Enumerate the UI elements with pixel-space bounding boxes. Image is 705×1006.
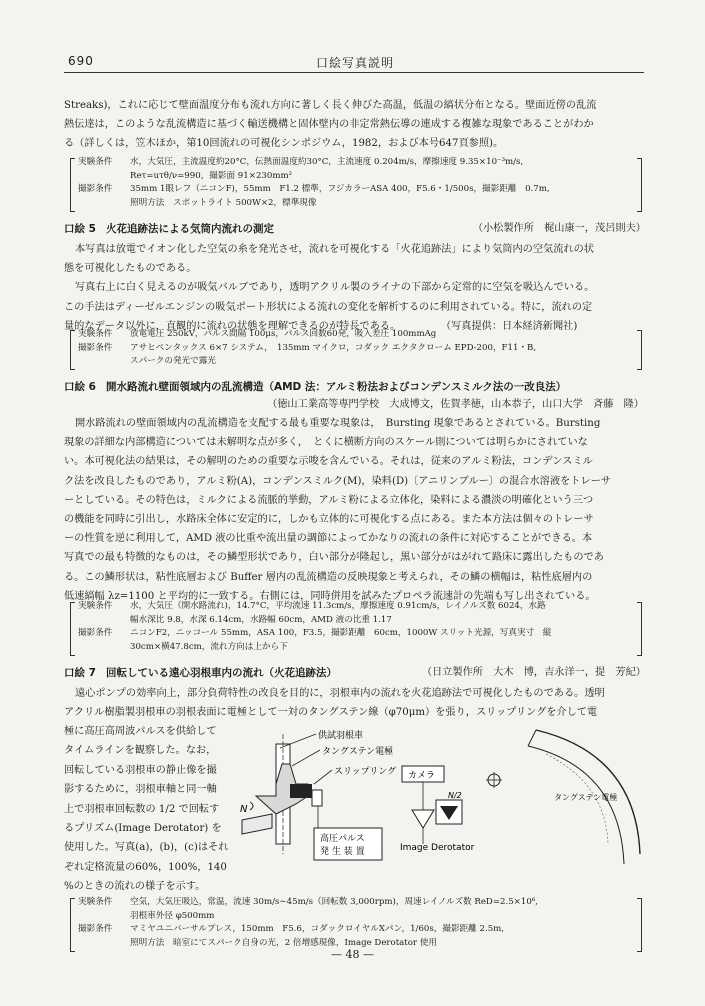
- text-line: 遠心ポンプの効率向上，部分負荷特性の改良を目的に，羽根車内の流れを火花追跡法で可視化したものである。透明: [75, 688, 605, 699]
- condition-text: ニコンF2，ニッコール 55mm，ASA 100，F3.5，撮影距離 60cm，1000W スリット光源，写真実寸 縦: [130, 628, 552, 639]
- condition-text: 放電電圧 250kV，パルス間隔 100μs，パルス回数60発，吸入差圧 100mmAg: [130, 329, 437, 339]
- label-pulse-2: 発 生 装 置: [320, 847, 365, 857]
- section-6-body: [64, 414, 646, 606]
- condition-text: 水，大気圧，主流温度約20°C，伝熱面温度約30°C，主流速度 0.204m/s，摩擦速度 9.35×10⁻³m/s,: [130, 157, 524, 167]
- section-6-heading: [64, 378, 646, 396]
- text-line: 回転している羽根車の静止像を撮: [64, 764, 217, 776]
- text-line: 極に高圧高周波パルスを供給して: [64, 726, 217, 737]
- section-5-body: [64, 240, 646, 336]
- condition-text: 水，大気圧（開水路流れ)，14.7°C，平均流速 11.3cm/s，摩擦速度 0.91cm/s，レイノルズ数 6024，水路: [130, 601, 546, 611]
- slip-ring-shape: [290, 784, 312, 798]
- section-7-conditions: [70, 896, 642, 954]
- section-7-heading: [64, 664, 646, 682]
- text-line: Streaks)，これに応じて壁面温度分布も流れ方向に著しく長く伸びた高温，低温の縞状分布となる。壁面近傍の乱流: [64, 100, 597, 111]
- blade-edge: [528, 730, 536, 746]
- label-camera: カメラ: [408, 771, 436, 781]
- label-electrode: タングステン電極: [322, 747, 394, 757]
- page-footer: — 48 —: [331, 948, 374, 961]
- page-number: 690: [68, 54, 94, 68]
- text-line: ーとしている。その特色は，ミルクによる流脈的挙動，アルミ粉による立体化，染料による濃淡の明確化という三つ: [64, 494, 594, 506]
- section-number: 口絵 7: [64, 667, 96, 679]
- text-line: %のときの流れの様子を示す。: [64, 881, 206, 893]
- section-5-heading: [64, 220, 646, 238]
- text-line: 本写真は放電でイオン化した空気の糸を発光させ，流れを可視化する「火花追跡法」により気筒内の空気流れの状: [75, 244, 594, 255]
- section-title: 開水路流れ壁面領域内の乱流構造（AMD 法：アルミ粉法およびコンデンスミルク法の一改良法）: [105, 381, 567, 393]
- text-line: 量的なデータ以外に，直観的に流れの状態を理解できるのが特長である。 （写真提供：日本経済新聞社): [64, 320, 578, 332]
- condition-label: 撮影条件: [78, 628, 113, 639]
- text-line: の機能を同時に引出し，水路床全体に安定的に，しかも立体的に可視化する点にある。また本方法は個々のトレーサ: [64, 514, 594, 526]
- label-slip-ring: スリップリング: [334, 767, 397, 777]
- condition-text: 30cm×横47.8cm，流れ方向は上から下: [130, 641, 288, 652]
- text-line: 現象の詳細な内部構造については未解明な点が多く， とくに横断方向のスケール則については明らかにされていな: [64, 437, 588, 449]
- section-authors: （日立製作所 大木 博，吉永洋一，提 芳紀）: [421, 667, 646, 678]
- condition-label: 実験条件: [78, 601, 113, 611]
- condition-text: 照明方法 暗室にてスパーク自身の光，2 倍増感現像，Image Derotator 使用: [130, 937, 437, 948]
- running-title: 口絵写真説明: [316, 56, 395, 70]
- label-electrode-right: タングステン電極: [554, 793, 618, 802]
- intro-conditions: [70, 156, 642, 214]
- section-number: 口絵 5: [64, 223, 96, 235]
- section-6-conditions: [70, 600, 642, 658]
- text-line: 低速縞幅 λz=1100 と平均的に一致する。右側には，同時併用を試みたプロペラ流速計の先端も写し出されている。: [64, 590, 596, 602]
- text-line: い。本可視化法の結果は，その解明のための重要な示唆を含んでいる。それは，従来のアルミ粉法，コンデンスミル: [64, 456, 593, 468]
- condition-text: スパークの発光で露光: [130, 356, 216, 367]
- text-line: この手法はディーゼルエンジンの吸気ポート形状による流れの変化を解析するのに利用されている。特に，流れの定: [64, 301, 593, 313]
- condition-text: 羽根車外径 φ500mm: [130, 910, 215, 921]
- text-line: アクリル樹脂製羽根車の羽根表面に電極として一対のタングステン線（φ70μm）を張り，スリップリングを介して電: [64, 707, 598, 719]
- label-pulse-1: 高圧パルス: [320, 834, 365, 844]
- condition-text: Reτ=uτθ/ν=990，撮影面 91×230mm²: [130, 170, 293, 181]
- condition-text: 照明方法 スポットライト 500W×2，標準現像: [130, 197, 317, 208]
- condition-text: 空気，大気圧吸込，常温，流速 30m/s∼45m/s（回転数 3,000rpm)，周速レイノルズ数 ReD=2.5×10⁶,: [130, 897, 538, 907]
- text-line: 上で羽根車回転数の 1/2 で回転す: [64, 803, 220, 815]
- text-line: ぞれ定格流量の60%，100%，140: [64, 861, 227, 873]
- text-line: るプリズム(Image Derotator) を: [64, 823, 222, 835]
- condition-text: 35mm 1眼レフ（ニコンF)，55mm F1.2 標準，フジカラーASA 400，F5.6・1/500s，撮影距離 0.7m,: [130, 184, 550, 195]
- rotation-arrow: [250, 802, 253, 810]
- apparatus-diagram: [236, 724, 648, 884]
- inner-arc: [528, 746, 624, 864]
- section-7-narrow-text: [64, 722, 234, 897]
- inlet-pipe-shape: [242, 814, 272, 834]
- condition-label: 撮影条件: [78, 924, 113, 935]
- text-line: 熱伝達は，このような乱流構造に基づく輸送機構と固体壁内の非定常熱伝導の連成する複雑な現象であることがわか: [64, 119, 594, 131]
- text-line: 開水路流れの壁面領域内の乱流構造を支配する最も重要な現象は， Bursting 現象であるとされている。Bursting: [75, 418, 601, 429]
- label-impeller: 供試羽根車: [318, 731, 364, 741]
- label-n-half: N/2: [448, 791, 462, 800]
- text-line: タイムラインを観察した。なお，: [64, 745, 217, 757]
- header-rule: [64, 72, 644, 73]
- section-title: 火花追跡法による気筒内流れの測定: [105, 223, 274, 235]
- label-derotator: Image Derotator: [400, 843, 475, 853]
- section-7-body: [64, 684, 646, 722]
- prism-shape: [412, 810, 434, 828]
- outer-arc: [536, 730, 640, 854]
- condition-label: 実験条件: [78, 157, 113, 167]
- label-n: N: [240, 804, 248, 815]
- text-line: る（詳しくは，笠木ほか，第10回流れの可視化シンポジウム，1982，および本号647頁参照)。: [64, 138, 504, 150]
- section-authors: （小松製作所 梶山康一，茂呂則夫）: [472, 223, 646, 234]
- leader-line: [314, 770, 332, 784]
- section-5-conditions: [70, 328, 642, 372]
- text-line: 写真右上に白く見えるのが吸気バルブであり，透明アクリル製のライナの下部から定常的に空気を吸込んでいる。: [75, 282, 595, 294]
- condition-text: マミヤユニバーサルプレス，150mm F5.6，コダックロイヤルXパン，1/60s，撮影距離 2.5m,: [130, 924, 505, 935]
- condition-label: 実験条件: [78, 897, 113, 907]
- text-line: 態を可視化したものである。: [64, 263, 197, 275]
- intro-text: [64, 96, 646, 154]
- section-title: 回転している遠心羽根車内の流れ（火花追跡法）: [105, 667, 337, 679]
- leader-line: [292, 750, 320, 766]
- condition-label: 撮影条件: [78, 342, 113, 353]
- condition-text: アサヒペンタックス 6×7 システム， 135mm マイクロ，コダック エクタクローム EPD-200，F11・B,: [130, 342, 537, 353]
- text-line: 影するために，羽根車軸と同一軸: [64, 784, 217, 796]
- section-number: 口絵 6: [64, 381, 96, 393]
- brush-shape: [312, 790, 322, 806]
- condition-text: 幅水深比 9.8，水深 6.14cm，水路幅 60cm，AMD 液の比重 1.17: [130, 614, 392, 625]
- text-line: ーの性質を逆に利用して，AMD 液の比重や流出量の調節によってかなりの流れの条件に対応することができる。本: [64, 533, 593, 545]
- condition-label: 撮影条件: [78, 184, 113, 195]
- text-line: 使用した。写真(a)，(b)，(c)はそれ: [64, 842, 229, 854]
- text-line: 写真での最も特徴的なものは，その鱗型形状であり，白い部分が隆起し，黒い部分がはがれて路床に露出したものであ: [64, 552, 604, 564]
- section-6-authors: （徳山工業高等専門学校 大成博文，佐賀孝徳，山本恭子，山口大学 斉藤 隆）: [267, 399, 644, 410]
- condition-label: 実験条件: [78, 329, 113, 339]
- leader-line: [280, 734, 316, 748]
- text-line: る。この鱗形状は，粘性底層および Buffer 層内の乱流構造の反映現象と考えられ，その鱗の横幅は，粘性底層内の: [64, 571, 593, 583]
- text-line: ク法を改良したものであり，アルミ粉(A)，コンデンスミルク(M)，染料(D)〔アニリンブルー〕の混合水溶液をトレーサ: [64, 475, 611, 487]
